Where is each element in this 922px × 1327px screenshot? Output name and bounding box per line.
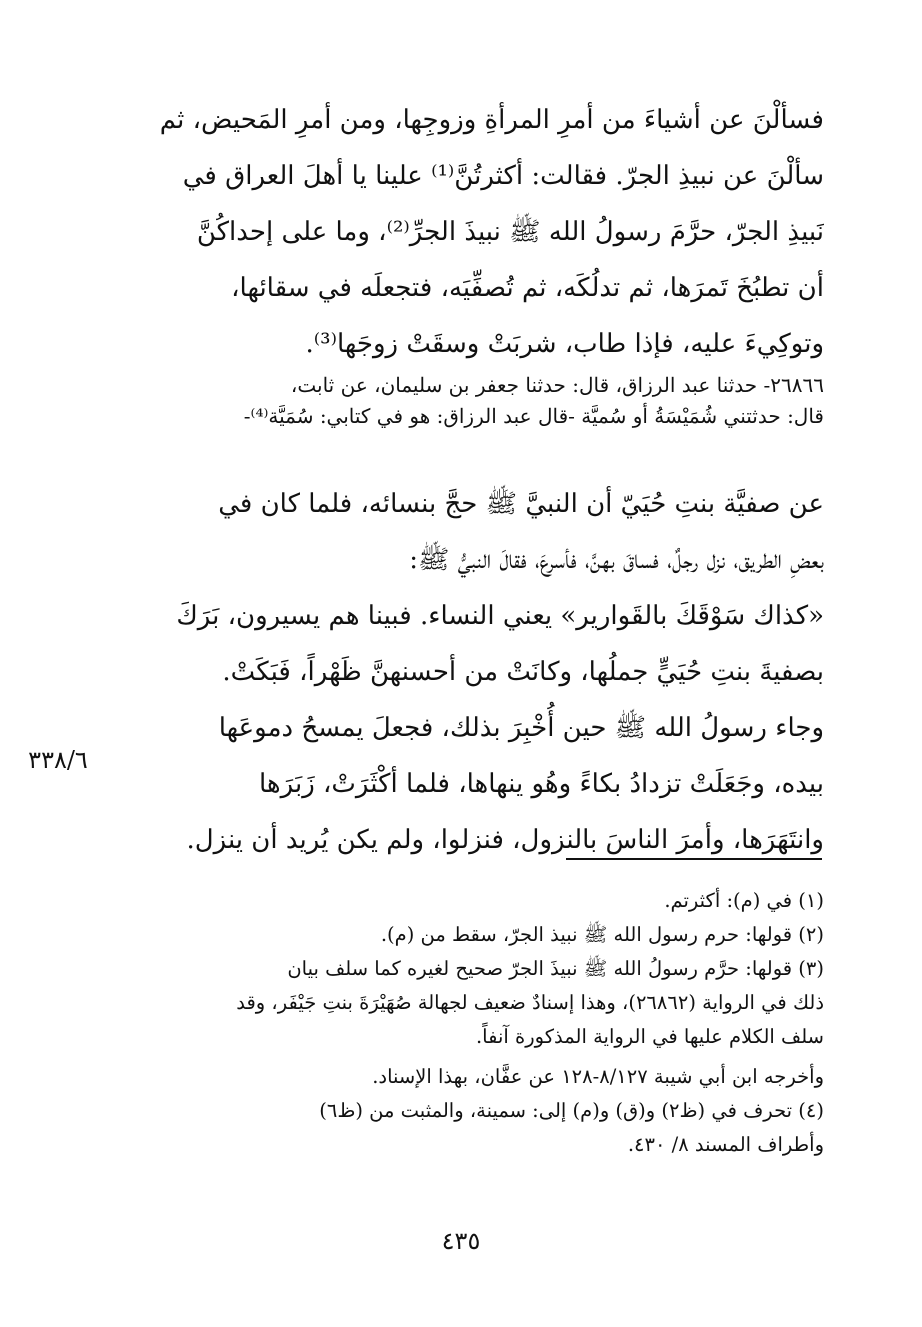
footnote-1 bbox=[118, 884, 824, 918]
footnote-line: ذلك في الرواية (٢٦٨٦٢)، وهذا إسنادٌ ضعيف لجهالة صُهَيْرَةَ بنتِ جَيْفَر، وقد bbox=[236, 991, 824, 1014]
footnotes bbox=[118, 884, 824, 1162]
footnote-3-continuation bbox=[118, 1060, 824, 1094]
footnote-4 bbox=[118, 1094, 824, 1162]
footnote-divider bbox=[566, 858, 822, 860]
text-line: وجاء رسولُ الله ﷺ حين أُخْبِرَ بذلك، فجعلَ يمسحُ دموعَها bbox=[218, 713, 824, 743]
text-line: وانتَهَرَها، وأمرَ الناسَ بالنزول، فنزلوا، ولم يكن يُريد أن ينزل. bbox=[186, 825, 824, 855]
text-line: بيده، وجَعَلَتْ تزدادُ بكاءً وهُو ينهاها، فلما أكْثَرَتْ، زَبَرَها bbox=[258, 769, 824, 799]
footnote-line: (٣) قولها: حرَّم رسولُ الله ﷺ نبيذَ الجرّ صحيح لغيره كما سلف بيان bbox=[287, 957, 824, 980]
text-line: بصفيةَ بنتِ حُيَيٍّ جملُها، وكانَتْ من أحسنهنَّ ظَهْراً، فَبَكَتْ. bbox=[222, 657, 824, 687]
page-number: ٤٣٥ bbox=[441, 1227, 481, 1255]
footnote-line: (٢) قولها: حرم رسول الله ﷺ نبيذ الجرّ، سقط من (م). bbox=[380, 923, 824, 946]
footnote-3 bbox=[118, 952, 824, 1054]
text-line: وتوكِيءَ عليه، فإذا طاب، شربَتْ وسقَتْ زوجَها⁽³⁾. bbox=[305, 329, 824, 359]
footnote-2 bbox=[118, 918, 824, 952]
main-text-paragraph-1 bbox=[118, 92, 824, 372]
text-line: نَبيذِ الجرّ، حرَّمَ رسولُ الله ﷺ نبيذَ الجرِّ⁽²⁾، وما على إحداكُنَّ bbox=[196, 217, 824, 247]
footnote-line: (٤) تحرف في (ظ٢) و(ق) و(م) إلى: سمينة، والمثبت من (ظ٦) bbox=[319, 1099, 824, 1122]
footnote-line: (١) في (م): أكثرتم. bbox=[664, 889, 824, 912]
text-line: عن صفيَّة بنتِ حُيَيّ أن النبيَّ ﷺ حجَّ بنسائه، فلما كان في bbox=[218, 489, 824, 519]
isnad-line: قال: حدثتني شُمَيْسَةُ أو سُميَّة -قال عبد الرزاق: هو في كتابي: سُمَيَّة⁽⁴⁾- bbox=[243, 404, 824, 428]
text-line: بعضِ الطريق، نزل رجلٌ، فساقَ بهنَّ، فأسرعَ، فقالَ النبيُّ ﷺ: bbox=[409, 545, 824, 575]
main-text-paragraph-2 bbox=[118, 476, 824, 868]
footnote-line: وأطراف المسند ٨/ ٤٣٠. bbox=[627, 1133, 824, 1156]
text-line: «كذاك سَوْقَكَ بالقَوارير» يعني النساء. فبينا هم يسيرون، بَرَكَ bbox=[176, 601, 824, 631]
text-line: سألْنَ عن نبيذِ الجرّ. فقالت: أكثرتُنَّ⁽¹⁾ علينا يا أهلَ العراق في bbox=[182, 161, 824, 191]
footnote-line: سلف الكلام عليها في الرواية المذكورة آنفاً. bbox=[475, 1025, 824, 1048]
text-line: فسألْنَ عن أشياءَ من أمرِ المرأةِ وزوجِها، ومن أمرِ المَحيض، ثم bbox=[159, 105, 824, 135]
footnote-line: وأخرجه ابن أبي شيبة ٨/١٢٧-١٢٨ عن عفَّان، بهذا الإسناد. bbox=[372, 1065, 824, 1088]
hadith-isnad-header bbox=[118, 370, 824, 432]
isnad-line: ٢٦٨٦٦- حدثنا عبد الرزاق، قال: حدثنا جعفر بن سليمان، عن ثابت، bbox=[290, 373, 824, 397]
text-line: أن تطبُخَ تَمرَها، ثم تدلُكَه، ثم تُصفِّيَه، فتجعلَه في سقائها، bbox=[231, 273, 824, 303]
margin-volume-page-reference: ٣٣٨/٦ bbox=[28, 746, 88, 774]
